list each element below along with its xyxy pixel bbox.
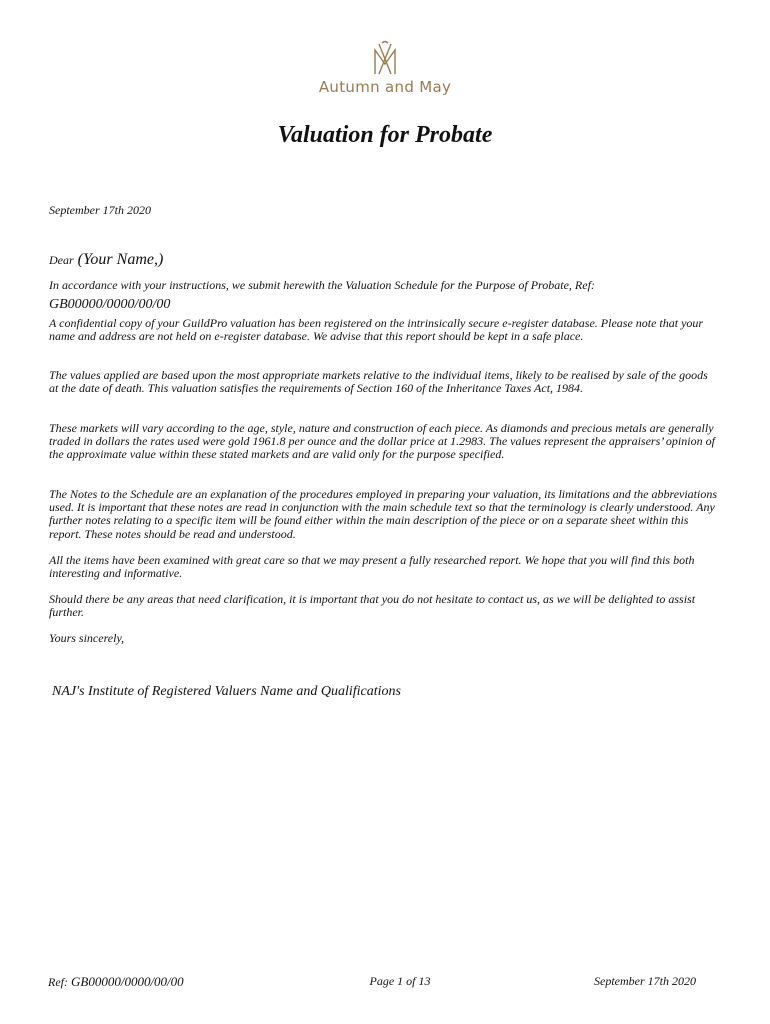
paragraph-examined: All the items have been examined with great care so that we may present a fully researched report. We hope that you will find this both interesting and informative. (49, 553, 695, 581)
letter-date: September 17th 2020 (49, 203, 151, 217)
footer-ref-label: Ref: (48, 975, 68, 989)
paragraph-notes: The Notes to the Schedule are an explanation of the procedures employed in preparing your valuation, its limitations and the abbreviations used. It is important that these notes are read in conjunction with the main schedule text so that the terminology is clearly understood. Any further notes relating to a specific item will be found either within the main description of the piece or on a separate sheet within this report. These notes should be read and understood. (49, 487, 718, 541)
paragraph-confidential: A confidential copy of your GuildPro valuation has been registered on the intrinsically secure e-register database. Please note that your name and address are not held on e-register database. We advise that this report should be kept in a safe place. (49, 316, 704, 344)
paragraph-markets: These markets will vary according to the age, style, nature and construction of each piece. As diamonds and precious metals are generally traded in dollars the rates used were gold 1961.8 per ounce and the dollar price at 1.2983. The values represent the appraisers’ opinion of the approximate value within these stated markets and are valid only for the purpose specified. (49, 421, 715, 462)
signature: NAJ's Institute of Registered Valuers Name and Qualifications (52, 684, 401, 699)
brand-name: Autumn and May (318, 78, 452, 96)
monogram-icon (365, 40, 405, 78)
salutation (49, 251, 163, 269)
paragraph-values: The values applied are based upon the most appropriate markets relative to the individual items, likely to be realised by sale of the goods at the date of death. This valuation satisfies the requirements of Section 160 of the Inheritance Taxes Act, 1984. (49, 368, 708, 396)
intro-text: In accordance with your instructions, we submit herewith the Valuation Schedule for the Purpose of Probate, Ref: (49, 278, 595, 292)
reference-number: GB00000/0000/00/00 (49, 297, 171, 312)
closing: Yours sincerely, (49, 631, 125, 645)
salutation-prefix: Dear (49, 253, 74, 267)
footer-date: September 17th 2020 (594, 974, 696, 988)
paragraph-clarification: Should there be any areas that need clarification, it is important that you do not hesitate to contact us, as we will be delighted to assist further. (49, 592, 696, 620)
footer-ref-value: GB00000/0000/00/00 (71, 974, 184, 989)
page-number: Page 1 of 13 (369, 974, 431, 988)
page-title: Valuation for Probate (277, 122, 493, 148)
brand-logo (0, 40, 770, 96)
salutation-name: (Your Name,) (77, 251, 164, 268)
